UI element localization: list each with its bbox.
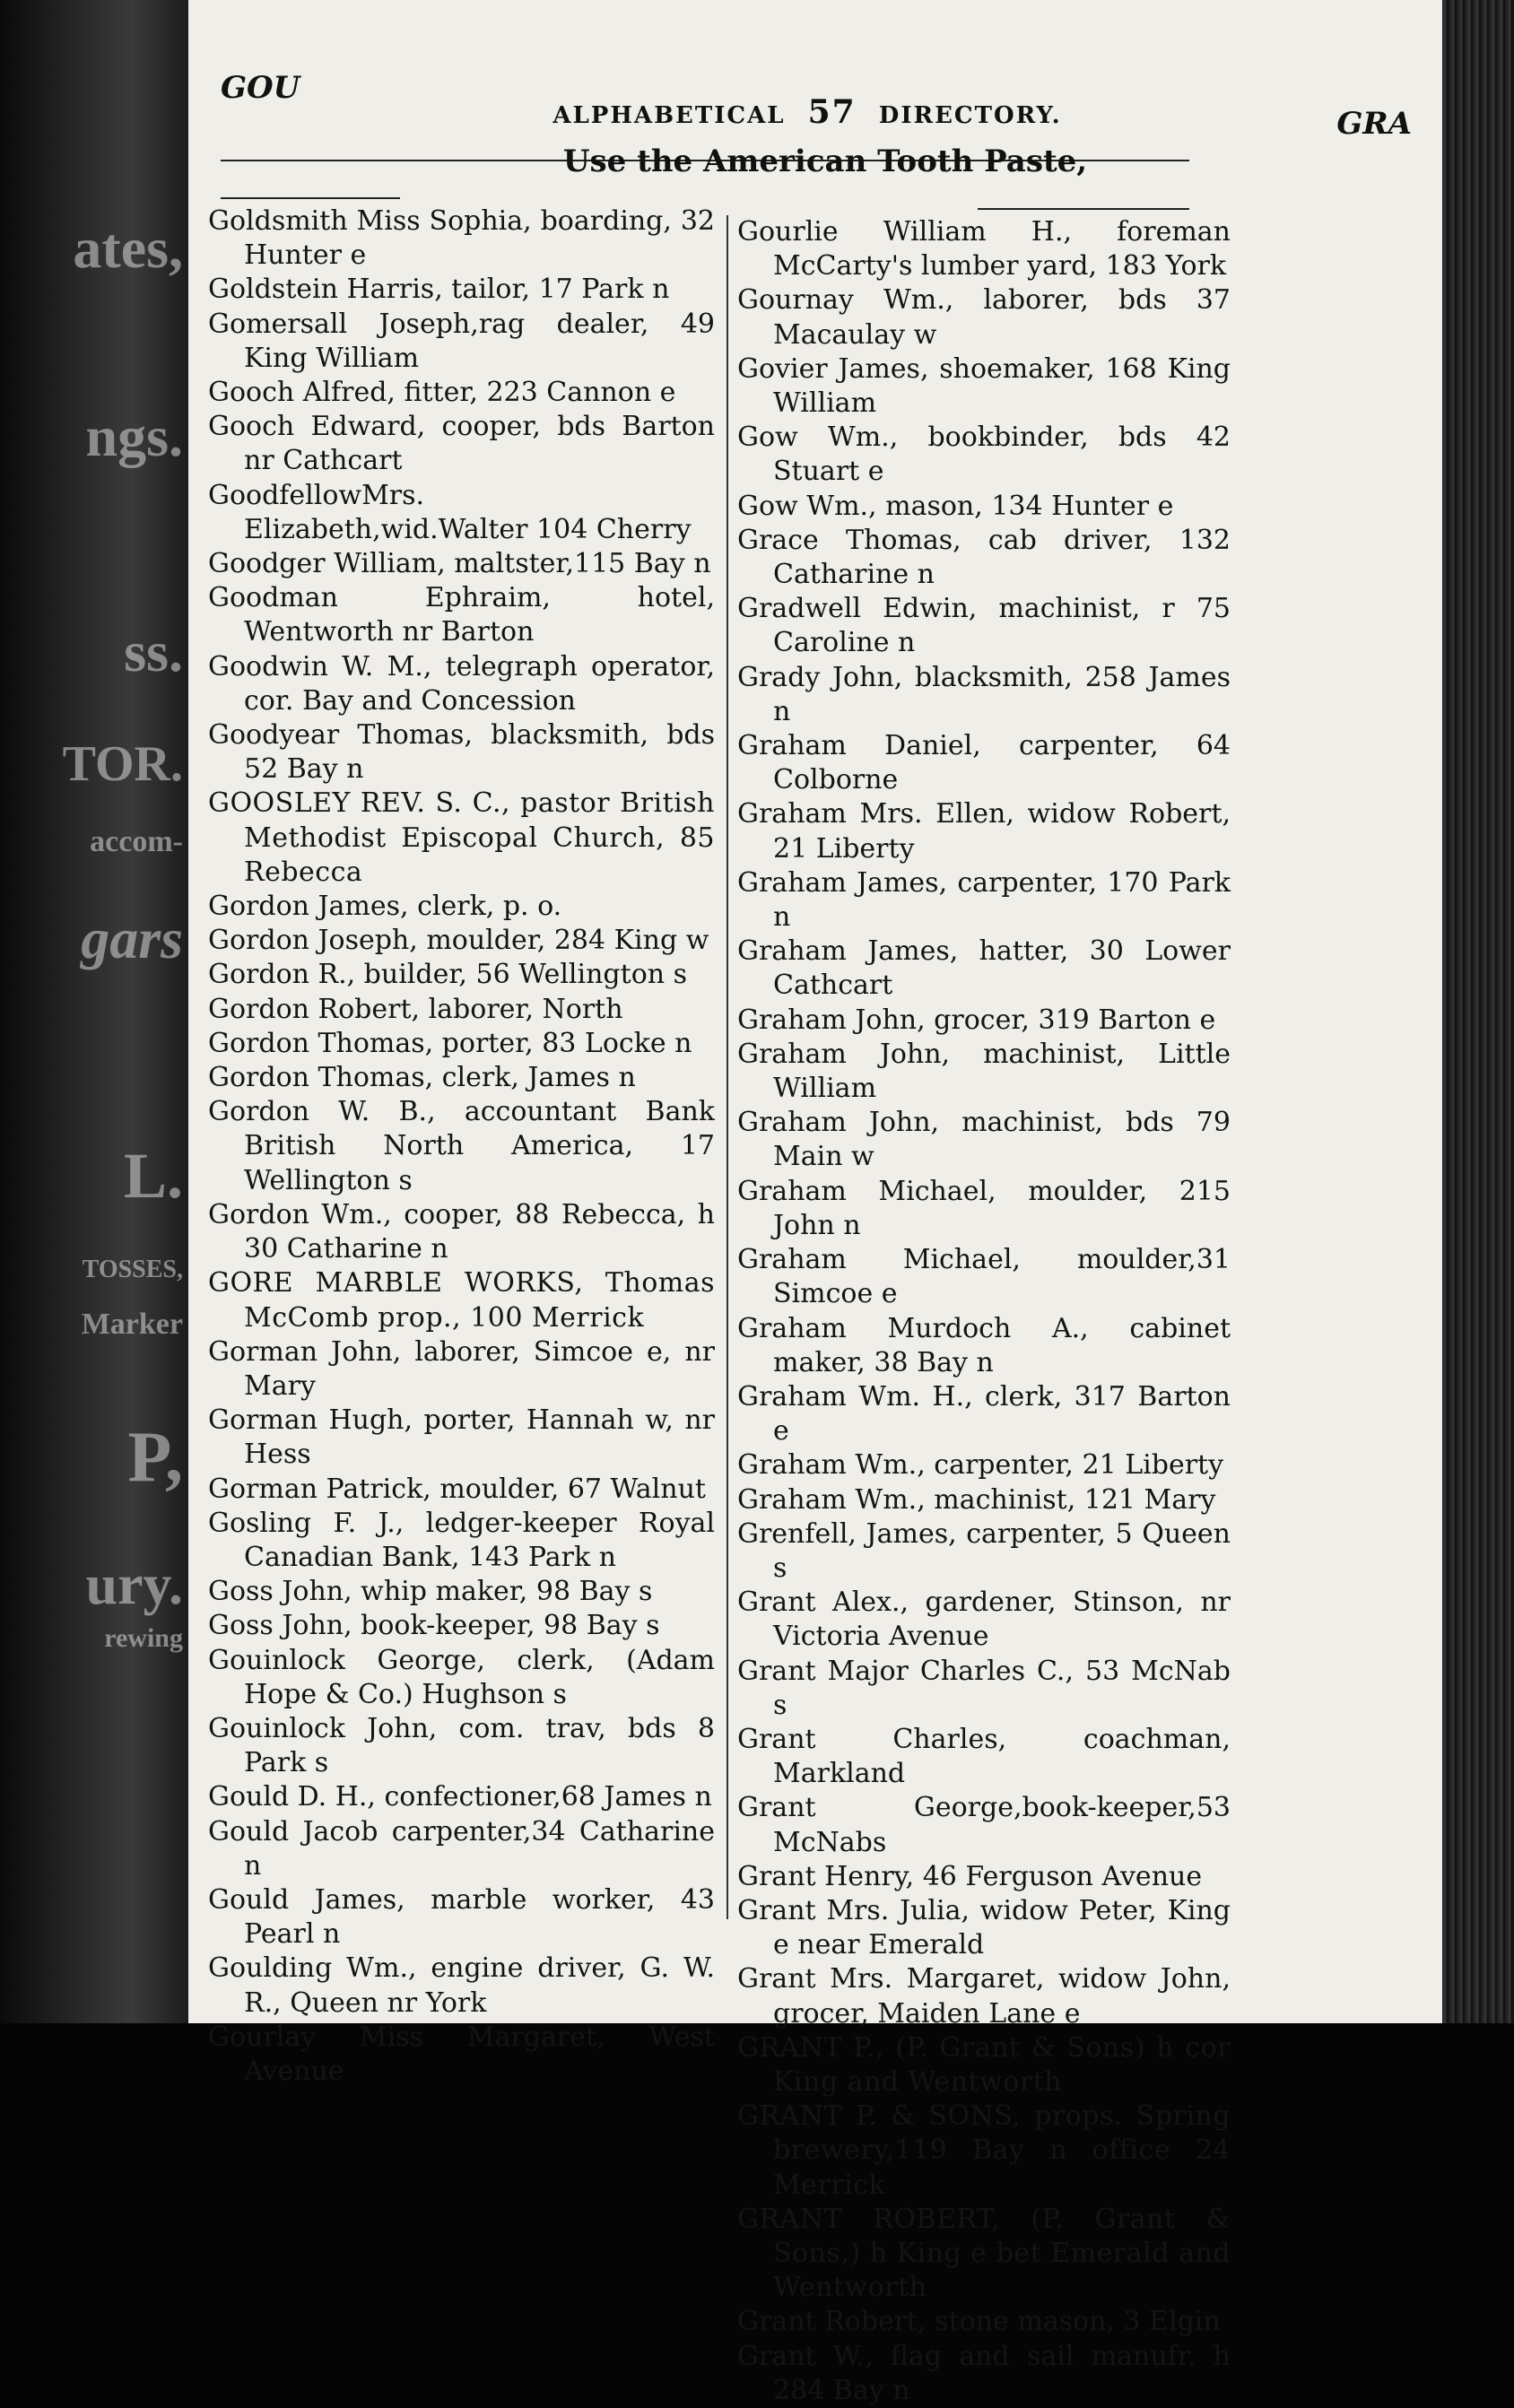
directory-entry: Gomersall Joseph,rag dealer, 49 King William <box>208 308 715 374</box>
directory-entry: Gourlie William H., foreman McCarty's lumber yard, 183 York <box>737 216 1231 283</box>
directory-entry: Gosling F. J., ledger-keeper Royal Canadian Bank, 143 Park n <box>208 1507 715 1573</box>
directory-entry: Gorman John, laborer, Simcoe e, nr Mary <box>208 1335 715 1402</box>
directory-entry: Graham Michael, moulder, 215 John n <box>737 1175 1231 1241</box>
directory-entry: Gooch Alfred, fitter, 223 Cannon e <box>208 377 676 409</box>
directory-entry: Graham Wm. H., clerk, 317 Barton e <box>737 1380 1231 1447</box>
margin-fragment: ury. <box>85 1552 183 1616</box>
directory-entry: GRANT P., (P. Grant & Sons) h cor King and Wentworth <box>737 2031 1231 2098</box>
page-number: 57 <box>807 93 857 131</box>
directory-entry: Gordon James, clerk, p. o. <box>208 891 562 923</box>
directory-entry: Gordon Robert, laborer, North <box>208 993 623 1025</box>
directory-entry: Goodyear Thomas, blacksmith, bds 52 Bay n <box>208 719 715 786</box>
header-right-guide: GRA <box>1336 106 1412 142</box>
directory-entry: Grant Mrs. Julia, widow Peter, King e near Emerald <box>737 1894 1231 1961</box>
directory-entry: Grant Mrs. Margaret, widow John, grocer, Maiden Lane e <box>737 1963 1231 2030</box>
margin-fragment: ates, <box>73 216 183 280</box>
margin-fragment: gars <box>81 907 183 970</box>
directory-entry: Gorman Patrick, moulder, 67 Walnut <box>208 1473 706 1505</box>
directory-entry: Goodman Ephraim, hotel, Wentworth nr Barton <box>208 582 715 648</box>
directory-entry: Gow Wm., mason, 134 Hunter e <box>737 490 1174 522</box>
directory-entry: Goodger William, maltster,115 Bay n <box>208 548 711 580</box>
margin-fragment: rewing <box>104 1623 183 1653</box>
directory-entry: Goss John, whip maker, 98 Bay s <box>208 1576 653 1608</box>
directory-entry: Gouinlock George, clerk, (Adam Hope & Co.) Hughson s <box>208 1644 715 1710</box>
margin-fragment: TOR. <box>62 736 183 792</box>
directory-entry: Graham Wm., machinist, 121 Mary <box>737 1483 1216 1516</box>
directory-entry: GOOSLEY REV. S. C., pastor British Methodist Episcopal Church, 85 Rebecca <box>208 787 715 888</box>
directory-entry: Goodwin W. M., telegraph operator, cor. Bay and Concession <box>208 650 715 717</box>
margin-fragment: accom- <box>90 825 183 858</box>
directory-entry: Grady John, blacksmith, 258 James n <box>737 661 1231 727</box>
directory-entry: Goss John, book-keeper, 98 Bay s <box>208 1610 660 1642</box>
directory-entry: Grant Major Charles C., 53 McNab s <box>737 1655 1231 1721</box>
margin-fragment: TOSSES, <box>82 1256 183 1283</box>
directory-entry: Gould James, marble worker, 43 Pearl n <box>208 1883 715 1951</box>
directory-entry: Graham Murdoch A., cabinet maker, 38 Bay n <box>737 1312 1231 1378</box>
directory-entry: Grant George,book-keeper,53 McNabs <box>737 1792 1231 1858</box>
header-title-right: DIRECTORY. <box>878 102 1062 129</box>
margin-fragment: ss. <box>124 620 183 683</box>
directory-entry: Gordon R., builder, 56 Wellington s <box>208 959 688 991</box>
directory-entry: Gould Jacob carpenter,34 Catharine n <box>208 1815 715 1882</box>
directory-entry: Gordon Thomas, clerk, James n <box>208 1062 636 1094</box>
directory-entry: Grant Charles, coachman, Markland <box>737 1723 1231 1790</box>
directory-entry: Goldsmith Miss Sophia, boarding, 32 Hunter e <box>208 205 715 272</box>
directory-page <box>188 0 1451 2406</box>
directory-entry: Gorman Hugh, porter, Hannah w, nr Hess <box>208 1404 715 1471</box>
directory-entry: Gordon W. B., accountant Bank British North America, 17 Wellington s <box>208 1096 715 1196</box>
directory-entry: Graham Michael, moulder,31 Simcoe e <box>737 1244 1231 1310</box>
margin-fragment: Marker <box>81 1308 183 1341</box>
directory-entry: Grace Thomas, cab driver, 132 Catharine n <box>737 524 1231 591</box>
page-edge-stack <box>1442 0 1514 2023</box>
directory-entry: Graham John, machinist, bds 79 Main w <box>737 1107 1231 1173</box>
directory-entry: Gordon Joseph, moulder, 284 King w <box>208 925 709 957</box>
directory-entry: Gouinlock John, com. trav, bds 8 Park s <box>208 1712 715 1779</box>
directory-entry: Graham Daniel, carpenter, 64 Colborne <box>737 730 1231 796</box>
directory-entry: Graham James, carpenter, 170 Park n <box>737 866 1231 934</box>
margin-fragment: P, <box>127 1418 183 1497</box>
directory-entry: GRANT ROBERT, (P. Grant & Sons,) h King e bet Emerald and Wentworth <box>737 2203 1231 2304</box>
directory-entry: Gooch Edward, cooper, bds Barton nr Cathcart <box>208 411 715 477</box>
directory-entry: Graham John, machinist, Little William <box>737 1038 1231 1105</box>
directory-entry: Goulding Wm., engine driver, G. W. R., Queen nr York <box>208 1952 715 2019</box>
margin-fragment: L. <box>123 1140 183 1212</box>
slogan-rule-right <box>978 208 1189 210</box>
directory-entry: Gow Wm., bookbinder, bds 42 Stuart e <box>737 422 1231 488</box>
left-column <box>208 204 715 2089</box>
column-divider <box>727 215 728 1919</box>
directory-entry: GRANT P. & SONS, props. Spring brewery,119 Bay n office 24 Merrick <box>737 2100 1231 2201</box>
directory-entry: Grenfell, James, carpenter, 5 Queen s <box>737 1517 1231 1584</box>
header-left-guide: GOU <box>221 70 300 106</box>
directory-entry: Gordon Thomas, porter, 83 Locke n <box>208 1027 692 1059</box>
directory-entry: Grant W., flag and sail manufr. h 284 Bay n <box>737 2340 1231 2406</box>
directory-entry: Gould D. H., confectioner,68 James n <box>208 1781 712 1813</box>
slogan-banner: Use the American Tooth Paste, <box>562 143 1088 179</box>
adjacent-page-margin <box>0 0 188 2023</box>
directory-entry: Gourlay Miss Margaret, West Avenue <box>208 2021 715 2087</box>
directory-entry: Gordon Wm., cooper, 88 Rebecca, h 30 Catharine n <box>208 1198 715 1265</box>
right-column <box>737 215 1231 2408</box>
directory-entry: Grant Henry, 46 Ferguson Avenue <box>737 1860 1203 1892</box>
directory-entry: Graham Mrs. Ellen, widow Robert, 21 Liberty <box>737 798 1231 865</box>
directory-entry: Graham Wm., carpenter, 21 Liberty <box>737 1449 1224 1482</box>
directory-entry: Grant Alex., gardener, Stinson, nr Victoria Avenue <box>737 1586 1231 1653</box>
directory-entry: Graham James, hatter, 30 Lower Cathcart <box>737 935 1231 1002</box>
running-header <box>493 93 1121 131</box>
directory-entry: Graham John, grocer, 319 Barton e <box>737 1004 1216 1036</box>
directory-entry: Govier James, shoemaker, 168 King William <box>737 352 1231 420</box>
slogan-rule-left <box>221 197 400 199</box>
directory-entry: Grant Robert, stone mason, 3 Elgin <box>737 2306 1221 2338</box>
margin-fragment: ngs. <box>85 404 183 468</box>
directory-entry: GORE MARBLE WORKS, Thomas McComb prop., 100 Merrick <box>208 1267 715 1334</box>
directory-entry: Goldstein Harris, tailor, 17 Park n <box>208 274 670 306</box>
directory-entry: Gradwell Edwin, machinist, r 75 Caroline n <box>737 593 1231 659</box>
directory-entry: Gournay Wm., laborer, bds 37 Macaulay w <box>737 284 1231 351</box>
directory-entry: GoodfellowMrs. Elizabeth,wid.Walter 104 Cherry <box>208 479 692 545</box>
header-title-left: ALPHABETICAL <box>553 102 786 129</box>
